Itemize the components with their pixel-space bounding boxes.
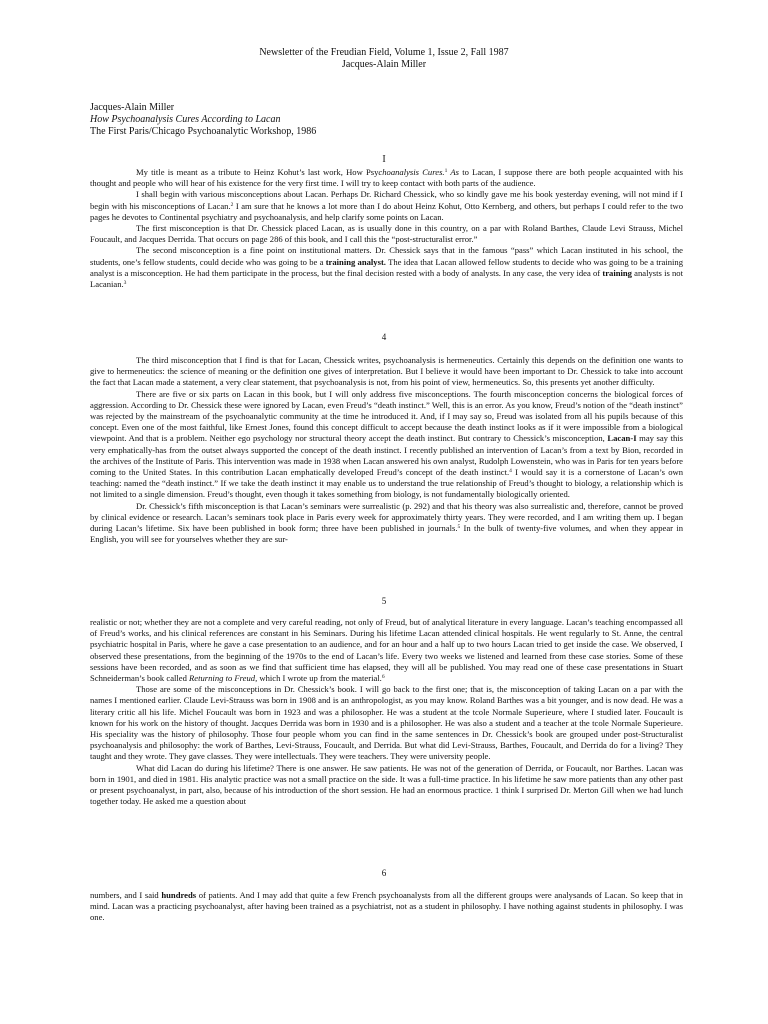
page-number: 4 bbox=[381, 332, 387, 342]
paragraph: The third misconception that I find is that for Lacan, Chessick writes, psychoanalysis is hermeneutics. Certainly this depends on the definition one wants to give to hermeneutics: the science of meaning or the definition one gives of interpretation. But I believe it would have been important to Dr. Chessick to take into account the fact that Lacan made a statement, a very clear statement, that psychoanalysis is not, from his point of view, hermeneutics. So, this presents yet another difficulty. bbox=[90, 355, 683, 388]
paragraph: numbers, and I said hundreds of patients. And I may add that quite a few French psychoanalysts from all the different groups were analysands of Lacan. So keep that in mind. Lacan was a practicing psychoanalyst, after having been trained as a psychiatrist, not as a student in philosophy. I have nothing against students in philosophy. I was one. bbox=[90, 890, 683, 923]
paragraph: The first misconception is that Dr. Chessick placed Lacan, as is usually done in this country, on a par with Roland Barthes, Claude Levi Strauss, Michel Foucault, and Jacques Derrida. That occurs on page 286 of this book, and I call this the “post-structuralist error.” bbox=[90, 223, 683, 245]
text-block-4 bbox=[90, 890, 683, 924]
text-block-3 bbox=[90, 617, 683, 807]
paragraph: Those are some of the misconceptions in Dr. Chessick’s book. I will go back to the first one; that is, the misconception of taking Lacan on a par with the names I mentioned earlier. Claude Levi-Strauss was born in 1908 and is an anthropologist, as you may know. Roland Barthes was a bit younger, and is now dead. He was a literary critic all his life. Michel Foucault was born in 1923 and was a philosopher. He was a student at the tcole Normale Superieure, where I studied later. Foucault is known for his work on the history of thought. Jacques Derrida was born in 1930 and is a philosopher. He was also a student and a teacher at the tcole Normale Superieure. His speciality was the history of philosophy. Those four people whom you can find in the same sentences in Dr. Chessick’s book are grouped under post-Structuralist psychoanalysis and philosophy: the work of Barthes, Levi-Strauss, Foucault, and Derrida. But what did Levi-Strauss, Barthes, Foucault, and Derrida do for a living? They taught and they wrote. They gave classes. They were intellectuals. They were teachers. They were university people. bbox=[90, 684, 683, 762]
paragraph: The second misconception is a fine point on institutional matters. Dr. Chessick says that in the famous “pass” which Lacan instituted in his school, the students, one’s fellow students, could decide who was going to be a training analyst. The idea that Lacan allowed fellow students to decide who was going to be a training analyst is a misconception. He had them participate in the process, but the final decision rested with a body of analysts. In any case, the very idea of training analysts is not Lacanian.$^3$ bbox=[90, 245, 683, 290]
paragraph: I shall begin with various misconceptions about Lacan. Perhaps Dr. Richard Chessick, who so kindly gave me his book yesterday evening, will not mind if I begin with his misconceptions of Lacan.$^2$ I am sure that he knows a lot more than I do about Heinz Kohut, Otto Kernberg, and others, but perhaps I could refer to the two pages he devotes to Continental psychiatry and psychoanalysis, and help clarify some points on Lacan. bbox=[90, 189, 683, 222]
paragraph: realistic or not; whether they are not a complete and very careful reading, not only of Freud, but of analytical literature in every language. Lacan’s teaching encompassed all of Freud’s works, and his clinical references are constant in his Seminars. During his lifetime Lacan attended clinical hospitals. He went regularly to St. Anne, the central psychiatric hospital in Paris, where he gave a case presentation to an audience, and for an hour and a half up to two hours Lacan tried to get inside the case. We observed, I observed these presentations, from the beginning of the 1970s to the end of Lacan’s life. Every two weeks we listened and learned from these case stories. Some of these sessions have been recorded, and as soon as we find that sufficient time has elapsed, they will all be published. You may read one of these case presentations in Stuart Schneiderman’s book called Returning to Freud, which I wrote up from the material.$^6$ bbox=[90, 617, 683, 684]
paragraph: What did Lacan do during his lifetime? There is one answer. He saw patients. He was not of the generation of Derrida, or Foucault, nor Barthes. Lacan was born in 1901, and died in 1981. His analytic practice was not a small practice on the side. It was a full-time practice. In his lifetime he saw more patients than any other past or present psychoanalyst, in part, also, because of his introduction of the short session. He had an enormous practice. 1 think I surprised Dr. Merton Gill when we had lunch together today. He asked me a question about bbox=[90, 762, 683, 807]
page-number: 5 bbox=[381, 596, 387, 606]
meta-author: Jacques-Alain Miller bbox=[90, 102, 175, 113]
text-block-1 bbox=[90, 167, 683, 290]
header-author: Jacques-Alain Miller bbox=[341, 59, 427, 70]
paragraph: My title is meant as a tribute to Heinz Kohut’s last work, How Psychoanalysis Cures.$^1$ As to Lacan, I suppose there are both people acquainted with his thought and people who will hear of his existence for the very first time. I will try to keep contact with both parts of the audience. bbox=[90, 167, 684, 189]
text-block-2 bbox=[90, 355, 683, 545]
section-heading: I bbox=[382, 154, 386, 165]
meta-venue: The First Paris/Chicago Psychoanalytic Workshop, 1986 bbox=[90, 126, 317, 137]
meta-title: How Psychoanalysis Cures According to Lacan bbox=[90, 114, 281, 125]
paragraph: Dr. Chessick’s fifth misconception is that Lacan’s seminars were surrealistic (p. 292) and that his theory was also surrealistic and, therefore, cannot be proved by clinical evidence or research. Lacan’s seminars took place in Paris every week for approximately thirty years. They were recorded, and I am writing them up. I began during Lacan’s lifetime. Six have been published in book form; three have been published in journals.$^5$ In the bulk of twenty-five volumes, and when they appear in English, you will see for yourselves whether they are sur- bbox=[90, 500, 684, 545]
page-number: 6 bbox=[381, 868, 387, 878]
newsletter-header: Newsletter of the Freudian Field, Volume 1, Issue 2, Fall 1987 bbox=[259, 47, 509, 58]
paragraph: There are five or six parts on Lacan in this book, but I will only address five misconceptions. The fourth misconception concerns the biological forces of aggression. According to Dr. Chessick these were ignored by Lacan, even Freud’s “death instinct.” Well, this is an error. As you know, Freud’s notion of the “death instinct” was rejected by the mainstream of the psychoanalytic community at the time he introduced it. And, if I may say so, Freud was isolated from all his pupils because of this concept. Even one of the most faithful, like Ernest Jones, found this concept difficult to accept because the death instinct looks as if it were impossible from a biological viewpoint. And that is a problem. Neither ego psychology nor structural theory accept the death instinct. But contrary to Chessick’s misconception, Lacan-I may say this very emphatically-has from the outset always supported the concept of the death instinct. I recently published an intervention of Lacan’s from a text by Bion, recorded in the archives of the Institute of Paris. This intervention was made in 1938 when Lacan answered his own analyst, Rudolph Lowenstein, who was in Paris for ten years before coming to the United States. In this contribution Lacan emphatically developed Freud’s concept of the death instinct.$^4$ I would say it is a cornerstone of Lacan’s own teaching: named the “death instinct.” If we take the death instinct it may enable us to understand the true relationship of Freud’s thought to biology, a relationship which is not limited to a single dimension. Freud’s thought, even though it takes something from biology, is not fundamentally biologically oriented. bbox=[90, 388, 683, 500]
